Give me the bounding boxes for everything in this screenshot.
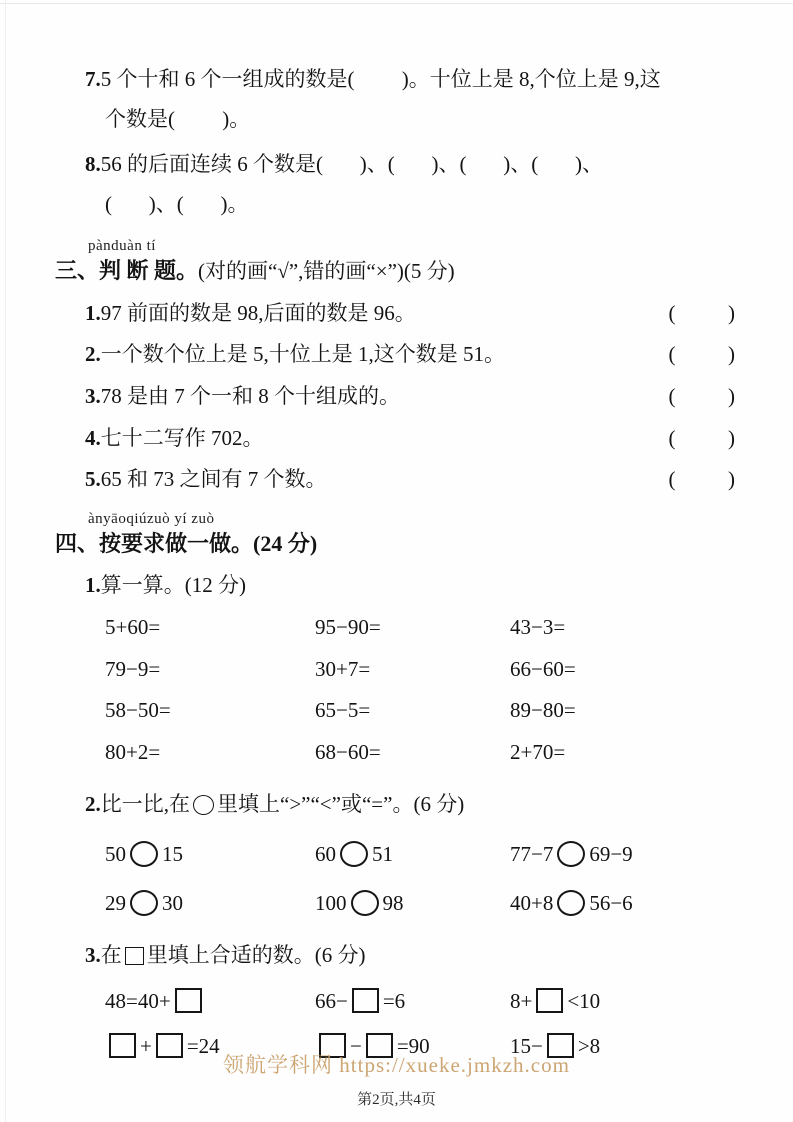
judge-statement <box>85 341 505 369</box>
section-title-text: 三、判 断 题。 <box>55 257 199 283</box>
compare-item <box>315 841 510 869</box>
calc-row <box>105 656 735 684</box>
compare-circle <box>351 890 379 916</box>
section-title-text: 四、按要求做一做。(24 分) <box>55 531 318 557</box>
fill-box <box>536 988 563 1013</box>
question-number: 3. <box>85 384 101 409</box>
expression-text: >8 <box>577 1034 601 1059</box>
expression-text: =6 <box>382 988 406 1013</box>
square-symbol-icon <box>125 947 144 965</box>
question-number: 5. <box>85 467 101 492</box>
judge-statement <box>85 383 400 411</box>
question-text: 一个数个位上是 5,十位上是 1,这个数是 51。 <box>100 342 505 367</box>
question-number: 2. <box>85 791 101 816</box>
compare-left: 77−7 <box>510 841 554 866</box>
calc-expression: 80+2= <box>105 740 161 765</box>
calc-title <box>85 572 735 600</box>
calc-expression: 58−50= <box>105 698 171 723</box>
boxfill-row <box>105 988 735 1016</box>
expression-text: 15− <box>510 1034 543 1059</box>
compare-row <box>105 841 735 869</box>
answer-blank: ( ) <box>668 384 735 409</box>
question-text: 在 <box>100 942 122 967</box>
question-text: 97 前面的数是 98,后面的数是 96。 <box>100 300 416 325</box>
page-footer: 第2页,共4页 <box>357 1092 436 1108</box>
judge-statement <box>85 425 264 453</box>
question-text: 里填上“>”“<”或“=”。(6 分) <box>217 791 465 816</box>
compare-left: 40+8 <box>510 891 554 916</box>
calc-row <box>105 739 735 767</box>
pinyin-annotation: pànduàn tí <box>88 237 156 254</box>
compare-left: 50 <box>105 841 126 866</box>
question-number: 1. <box>85 300 101 325</box>
section-4-title <box>55 529 735 558</box>
judge-statement <box>85 466 327 494</box>
calc-expression: 68−60= <box>315 740 381 765</box>
answer-blank: ( ) <box>668 342 735 367</box>
compare-circle <box>340 841 368 867</box>
question-text: 比一比,在 <box>100 791 190 816</box>
compare-left: 29 <box>105 891 126 916</box>
judge-item <box>85 300 735 328</box>
judge-item <box>85 341 735 369</box>
calc-row <box>105 614 735 642</box>
calc-expression: 43−3= <box>510 614 566 639</box>
compare-right: 30 <box>162 891 183 916</box>
question-7-line-2 <box>105 106 735 134</box>
calc-expression: 66−60= <box>510 656 576 681</box>
expression-text: + <box>140 1034 152 1059</box>
calc-expression: 5+60= <box>105 614 161 639</box>
question-text: 算一算。(12 分) <box>100 573 246 598</box>
section-title-note: (对的画“√”,错的画“×”)(5 分) <box>198 258 455 283</box>
fill-box <box>175 988 202 1013</box>
question-number: 8. <box>85 152 101 177</box>
compare-circle <box>557 890 585 916</box>
expression-text: =24 <box>186 1034 220 1059</box>
watermark: 领航学科网 https://xueke.jmkzh.com <box>223 1053 570 1077</box>
judge-statement <box>85 300 416 328</box>
calc-expression: 95−90= <box>315 614 381 639</box>
question-text: 个数是( )。 <box>105 106 251 131</box>
calc-expression: 30+7= <box>315 656 371 681</box>
question-number: 2. <box>85 342 101 367</box>
compare-item <box>105 841 315 869</box>
compare-item <box>105 890 315 918</box>
question-text: 七十二写作 702。 <box>100 425 264 450</box>
compare-row <box>105 890 735 918</box>
answer-blank: ( ) <box>668 467 735 492</box>
expression-text: =90 <box>396 1034 430 1059</box>
boxfill-item <box>105 988 315 1016</box>
question-8-line-1 <box>85 151 735 179</box>
compare-left: 100 <box>315 891 347 916</box>
calc-expression: 65−5= <box>315 698 371 723</box>
pinyin-annotation: ànyāoqiúzuò yí zuò <box>88 511 215 528</box>
compare-title <box>85 791 735 819</box>
question-text: 65 和 73 之间有 7 个数。 <box>100 467 327 492</box>
calc-row <box>105 697 735 725</box>
question-text: 5 个十和 6 个一组成的数是( )。十位上是 8,个位上是 9,这 <box>100 67 661 91</box>
boxfill-item <box>510 988 735 1016</box>
boxfill-item <box>315 988 510 1016</box>
question-number: 3. <box>85 942 101 967</box>
answer-blank: ( ) <box>668 425 735 450</box>
compare-right: 56−6 <box>589 891 633 916</box>
compare-circle <box>557 841 585 867</box>
calc-expression: 89−80= <box>510 698 576 723</box>
section-3-title <box>55 256 735 286</box>
answer-blank: ( ) <box>668 300 735 325</box>
judge-item <box>85 466 735 494</box>
question-text: ( )、( )。 <box>105 192 249 217</box>
compare-item <box>315 890 510 918</box>
compare-right: 98 <box>382 891 404 916</box>
question-text: 56 的后面连续 6 个数是( )、( )、( )、( )、 <box>100 152 603 177</box>
compare-item <box>510 890 735 918</box>
compare-right: 51 <box>372 841 393 866</box>
compare-right: 69−9 <box>589 841 633 866</box>
compare-circle <box>130 890 158 916</box>
compare-item <box>510 841 735 869</box>
judge-item <box>85 425 735 453</box>
compare-right: 15 <box>162 841 183 866</box>
question-8-line-2 <box>105 191 735 219</box>
compare-circle <box>130 841 158 867</box>
compare-left: 60 <box>315 841 336 866</box>
circle-symbol-icon <box>193 795 214 815</box>
calc-expression: 79−9= <box>105 656 161 681</box>
judge-item <box>85 383 735 411</box>
expression-text: <10 <box>567 988 601 1013</box>
calc-expression: 2+70= <box>510 740 566 765</box>
expression-text: 8+ <box>510 988 533 1013</box>
boxfill-title <box>85 942 735 970</box>
question-text: 里填上合适的数。(6 分) <box>146 942 366 967</box>
question-number: 7. <box>85 67 101 91</box>
expression-text: − <box>350 1034 362 1059</box>
expression-text: 48=40+ <box>105 988 171 1013</box>
question-text: 78 是由 7 个一和 8 个十组成的。 <box>100 384 400 409</box>
question-number: 1. <box>85 573 101 598</box>
question-number: 4. <box>85 425 101 450</box>
question-7-line-1 <box>85 66 735 94</box>
expression-text: 66− <box>315 988 348 1013</box>
fill-box <box>352 988 379 1013</box>
